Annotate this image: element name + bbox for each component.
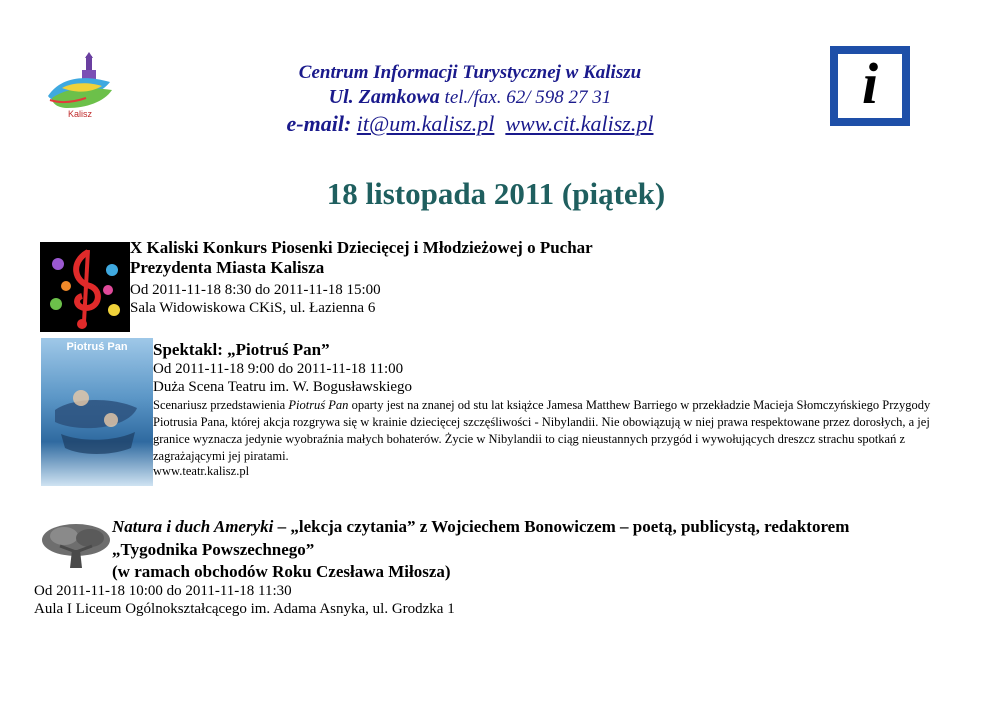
header-street: Ul. Zamkowa [328, 86, 440, 108]
header-line-2 [200, 86, 740, 109]
event-2-desc-post: oparty jest na znanej od stu lat książce Jamesa Matthew Barriego w przekładzie Macieja Słomczyńskiego Przygody Piotrusia Pana, której akcja rozgrywa się w krainie dziecięcej szczęśliwości - Nibylandii. Nie obowiązują w niej prawa respektowane przez dorosłych, a jej granice wyznacza jedynie wyobraźnia małych bohaterów. Życie w Nibylandii to ciąg nieustannych przygód i wywołujących dreszcz strachu spotkań z zagrażającymi jej piratami. [153, 398, 931, 463]
event-2-desc-pre: Scenariusz przedstawienia [153, 398, 289, 412]
event-1-title: X Kaliski Konkurs Piosenki Dziecięcej i Młodzieżowej o Puchar Prezydenta Miasta Kalisza [130, 238, 593, 277]
tree-image [40, 522, 112, 570]
event-2-description [153, 397, 963, 465]
event-3-title [112, 517, 962, 537]
kalisz-logo [42, 52, 118, 124]
event-2-title: Spektakl: „Piotruś Pan” [153, 340, 330, 359]
treble-clef-icon [40, 242, 130, 332]
ship-illustration-icon [41, 338, 153, 486]
kalisz-logo-text: Kalisz [67, 109, 92, 119]
event-2-place: Duża Scena Teatru im. W. Bogusławskiego [153, 379, 413, 395]
event-3-title-italic: Natura i duch Ameryki [112, 517, 274, 536]
email-link[interactable]: it@um.kalisz.pl [356, 111, 495, 136]
piotrus-pan-poster [41, 338, 153, 486]
event-3-title-rest: – „lekcja czytania” z Wojciechem Bonowiczem – poetą, publicystą, redaktorem [273, 517, 850, 536]
tree-icon [40, 522, 112, 570]
event-3-title-line2: „Tygodnika Powszechnego” [112, 540, 315, 559]
event-1-place: Sala Widowiskowa CKiS, ul. Łazienna 6 [130, 300, 376, 316]
header-line-3 [200, 111, 740, 137]
info-icon: i [861, 51, 879, 116]
header-email-label: e-mail: [286, 111, 352, 136]
tourist-info-sign [830, 46, 910, 126]
poster-title: Piotruś Pan [66, 341, 128, 353]
event-3-title-line3: (w ramach obchodów Roku Czesława Miłosza) [112, 562, 451, 581]
info-sign-inner [838, 51, 902, 118]
header-line-1: Centrum Informacji Turystycznej w Kaliszu [298, 62, 642, 83]
event-3-time: Od 2011-11-18 10:00 do 2011-11-18 11:30 [34, 583, 292, 599]
event-2-time: Od 2011-11-18 9:00 do 2011-11-18 11:00 [153, 361, 404, 377]
music-note-image [40, 242, 130, 332]
event-3-place: Aula I Liceum Ogólnokształcącego im. Adama Asnyka, ul. Grodzka 1 [34, 601, 455, 617]
header-phone: tel./fax. 62/ 598 27 31 [439, 87, 612, 108]
event-2-desc-italic: Piotruś Pan [288, 398, 349, 412]
website-link[interactable]: www.cit.kalisz.pl [505, 111, 654, 136]
event-1-time: Od 2011-11-18 8:30 do 2011-11-18 15:00 [130, 282, 381, 298]
page-title: 18 listopada 2011 (piątek) [326, 176, 666, 211]
event-2-link[interactable]: www.teatr.kalisz.pl [153, 464, 250, 478]
